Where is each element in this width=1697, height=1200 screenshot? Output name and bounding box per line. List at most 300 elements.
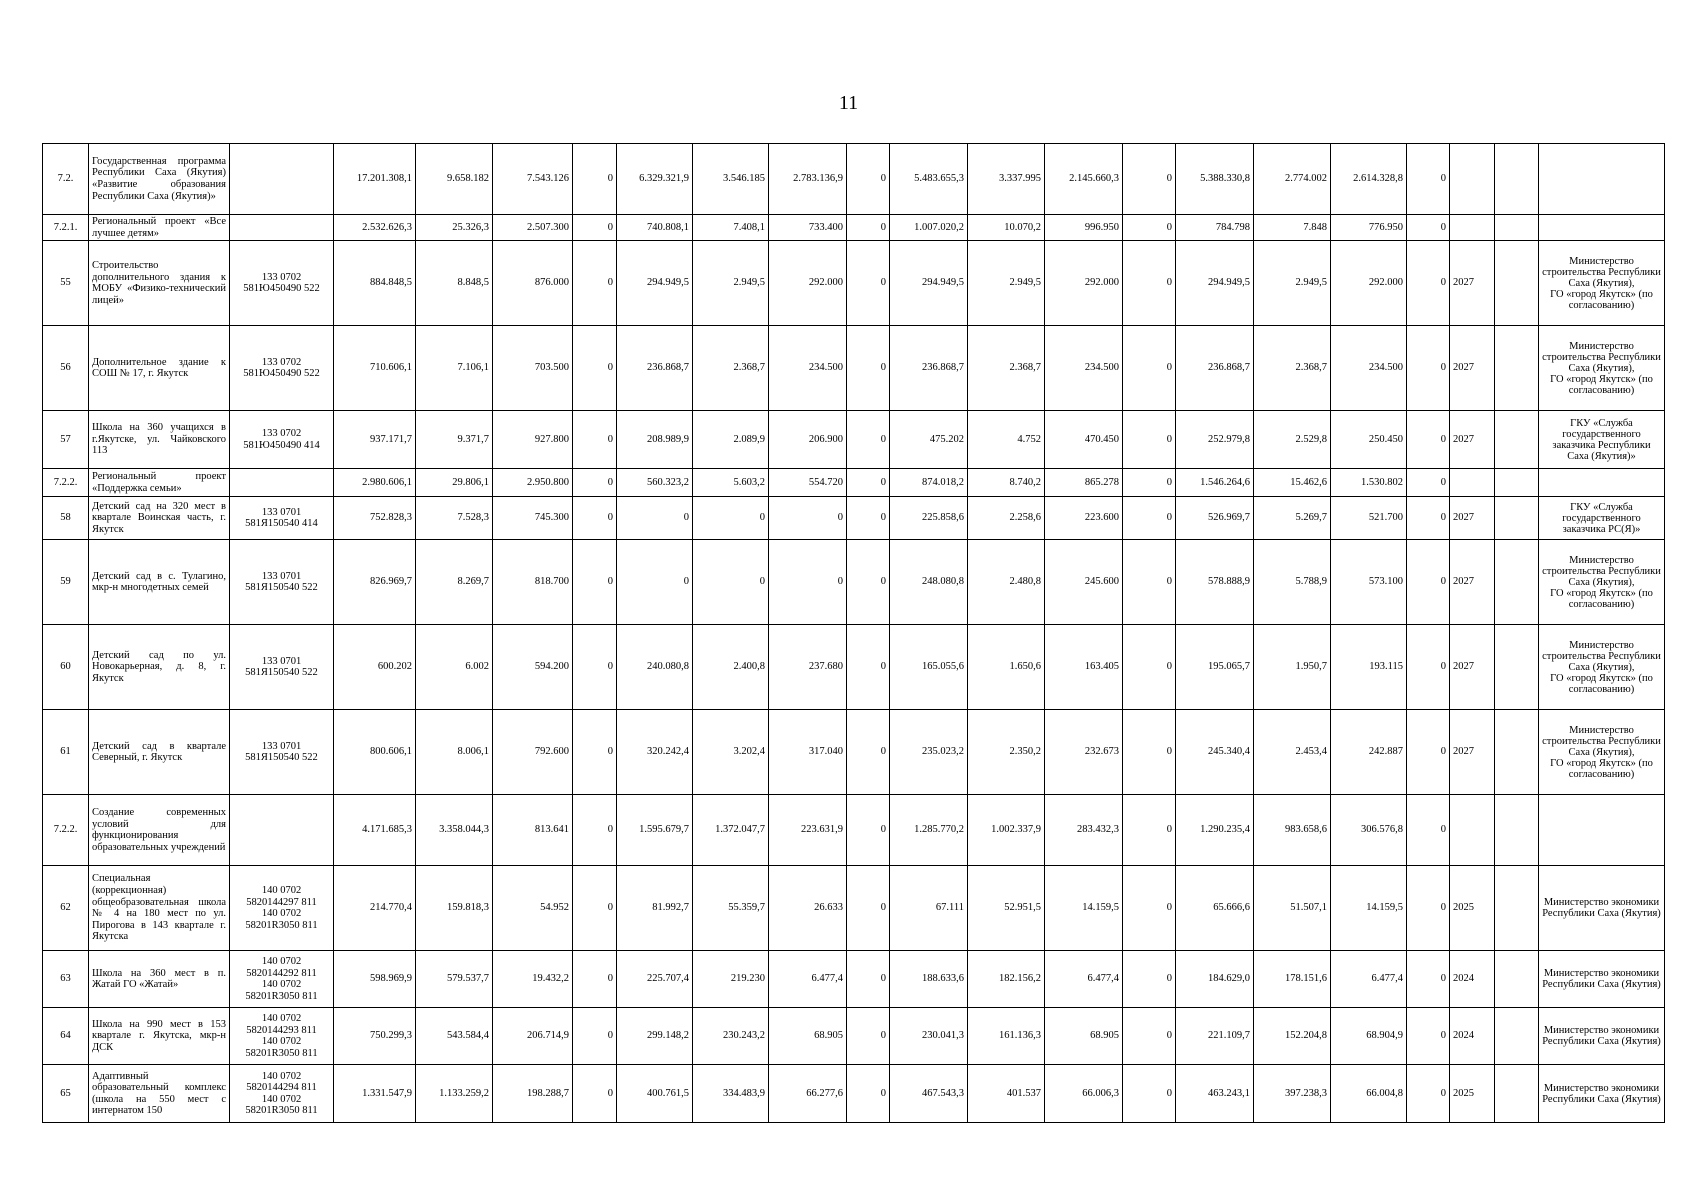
amount-cell: 206.714,9 (493, 1008, 573, 1065)
amount-cell: 0 (1123, 241, 1176, 326)
amount-cell: 2.350,2 (968, 710, 1045, 795)
extra-cell (1495, 1008, 1539, 1065)
year-cell: 2025 (1450, 1065, 1495, 1123)
amount-cell: 0 (1123, 326, 1176, 411)
item-name-cell: Региональный проект «Поддержка семьи» (89, 469, 230, 497)
amount-cell: 334.483,9 (693, 1065, 769, 1123)
year-cell (1450, 795, 1495, 866)
amount-cell: 475.202 (890, 411, 968, 469)
amount-cell: 0 (769, 540, 847, 625)
amount-cell: 0 (573, 1065, 617, 1123)
responsible-cell (1539, 215, 1665, 241)
year-cell (1450, 144, 1495, 215)
amount-cell: 2.368,7 (968, 326, 1045, 411)
amount-cell: 237.680 (769, 625, 847, 710)
amount-cell: 14.159,5 (1331, 866, 1407, 951)
amount-cell: 195.065,7 (1176, 625, 1254, 710)
amount-cell: 0 (573, 144, 617, 215)
amount-cell: 543.584,4 (416, 1008, 493, 1065)
responsible-cell: Министерство строительства Республики Саха (Якутия), ГО «город Якутск» (по согласованию) (1539, 710, 1665, 795)
amount-cell: 223.631,9 (769, 795, 847, 866)
row-number-cell: 57 (43, 411, 89, 469)
amount-cell: 306.576,8 (1331, 795, 1407, 866)
amount-cell: 0 (1123, 497, 1176, 540)
amount-cell: 6.002 (416, 625, 493, 710)
amount-cell: 248.080,8 (890, 540, 968, 625)
amount-cell: 0 (1123, 625, 1176, 710)
amount-cell: 68.905 (769, 1008, 847, 1065)
budget-code-cell: 140 0702 5820144292 811 140 0702 58201R3050 811 (230, 951, 334, 1008)
amount-cell: 245.600 (1045, 540, 1123, 625)
amount-cell: 7.848 (1254, 215, 1331, 241)
amount-cell: 0 (847, 241, 890, 326)
extra-cell (1495, 540, 1539, 625)
amount-cell: 2.480,8 (968, 540, 1045, 625)
extra-cell (1495, 866, 1539, 951)
amount-cell: 0 (847, 144, 890, 215)
responsible-cell: Министерство строительства Республики Саха (Якутия), ГО «город Якутск» (по согласованию) (1539, 326, 1665, 411)
table-row (43, 411, 1665, 469)
amount-cell: 7.106,1 (416, 326, 493, 411)
amount-cell: 5.603,2 (693, 469, 769, 497)
amount-cell: 67.111 (890, 866, 968, 951)
amount-cell: 784.798 (1176, 215, 1254, 241)
amount-cell: 0 (769, 497, 847, 540)
amount-cell: 1.290.235,4 (1176, 795, 1254, 866)
amount-cell: 0 (1123, 951, 1176, 1008)
amount-cell: 0 (617, 540, 693, 625)
amount-cell: 234.500 (769, 326, 847, 411)
amount-cell: 188.633,6 (890, 951, 968, 1008)
budget-code-cell: 133 0702 581Ю450490 414 (230, 411, 334, 469)
item-name-cell: Детский сад в с. Тулагино, мкр-н многодетных семей (89, 540, 230, 625)
year-cell: 2027 (1450, 710, 1495, 795)
amount-cell: 68.905 (1045, 1008, 1123, 1065)
amount-cell: 2.089,9 (693, 411, 769, 469)
amount-cell: 2.774.002 (1254, 144, 1331, 215)
amount-cell: 65.666,6 (1176, 866, 1254, 951)
amount-cell: 1.007.020,2 (890, 215, 968, 241)
amount-cell: 1.002.337,9 (968, 795, 1045, 866)
amount-cell: 0 (693, 497, 769, 540)
amount-cell: 299.148,2 (617, 1008, 693, 1065)
table-row (43, 469, 1665, 497)
amount-cell: 0 (573, 326, 617, 411)
item-name-cell: Строительство дополнительного здания к МОБУ «Физико-технический лицей» (89, 241, 230, 326)
amount-cell: 0 (617, 497, 693, 540)
amount-cell: 0 (1407, 411, 1450, 469)
amount-cell: 1.133.259,2 (416, 1065, 493, 1123)
amount-cell: 66.006,3 (1045, 1065, 1123, 1123)
amount-cell: 0 (573, 540, 617, 625)
amount-cell: 6.329.321,9 (617, 144, 693, 215)
amount-cell: 294.949,5 (890, 241, 968, 326)
responsible-cell: ГКУ «Служба государственного заказчика Республики Саха (Якутия)» (1539, 411, 1665, 469)
extra-cell (1495, 710, 1539, 795)
amount-cell: 2.368,7 (693, 326, 769, 411)
budget-code-cell (230, 469, 334, 497)
page-number: 11 (838, 92, 859, 114)
amount-cell: 7.408,1 (693, 215, 769, 241)
amount-cell: 0 (847, 326, 890, 411)
amount-cell: 0 (1407, 326, 1450, 411)
amount-cell: 214.770,4 (334, 866, 416, 951)
amount-cell: 813.641 (493, 795, 573, 866)
amount-cell: 283.432,3 (1045, 795, 1123, 866)
budget-code-cell: 140 0702 5820144297 811 140 0702 58201R3050 811 (230, 866, 334, 951)
table-row (43, 215, 1665, 241)
year-cell: 2027 (1450, 625, 1495, 710)
amount-cell: 320.242,4 (617, 710, 693, 795)
year-cell: 2024 (1450, 951, 1495, 1008)
table-row (43, 951, 1665, 1008)
item-name-cell: Школа на 360 мест в п. Жатай ГО «Жатай» (89, 951, 230, 1008)
amount-cell: 0 (847, 411, 890, 469)
amount-cell: 6.477,4 (769, 951, 847, 1008)
amount-cell: 0 (1123, 540, 1176, 625)
amount-cell: 8.269,7 (416, 540, 493, 625)
amount-cell: 0 (573, 795, 617, 866)
amount-cell: 252.979,8 (1176, 411, 1254, 469)
extra-cell (1495, 469, 1539, 497)
amount-cell: 219.230 (693, 951, 769, 1008)
amount-cell: 14.159,5 (1045, 866, 1123, 951)
amount-cell: 250.450 (1331, 411, 1407, 469)
responsible-cell: Министерство экономики Республики Саха (Якутия) (1539, 866, 1665, 951)
table-row (43, 326, 1665, 411)
amount-cell: 554.720 (769, 469, 847, 497)
budget-code-cell (230, 144, 334, 215)
amount-cell: 0 (1407, 241, 1450, 326)
responsible-cell (1539, 144, 1665, 215)
amount-cell: 2.453,4 (1254, 710, 1331, 795)
amount-cell: 5.388.330,8 (1176, 144, 1254, 215)
amount-cell: 573.100 (1331, 540, 1407, 625)
amount-cell: 159.818,3 (416, 866, 493, 951)
amount-cell: 1.331.547,9 (334, 1065, 416, 1123)
amount-cell: 230.243,2 (693, 1008, 769, 1065)
row-number-cell: 62 (43, 866, 89, 951)
amount-cell: 26.633 (769, 866, 847, 951)
responsible-cell: Министерство экономики Республики Саха (Якутия) (1539, 1065, 1665, 1123)
amount-cell: 740.808,1 (617, 215, 693, 241)
budget-code-cell (230, 215, 334, 241)
amount-cell: 2.507.300 (493, 215, 573, 241)
budget-code-cell: 133 0701 581Я150540 414 (230, 497, 334, 540)
extra-cell (1495, 951, 1539, 1008)
amount-cell: 52.951,5 (968, 866, 1045, 951)
amount-cell: 292.000 (1045, 241, 1123, 326)
amount-cell: 9.371,7 (416, 411, 493, 469)
amount-cell: 292.000 (769, 241, 847, 326)
year-cell: 2027 (1450, 540, 1495, 625)
amount-cell: 927.800 (493, 411, 573, 469)
amount-cell: 792.600 (493, 710, 573, 795)
amount-cell: 0 (1123, 795, 1176, 866)
amount-cell: 0 (1407, 625, 1450, 710)
amount-cell: 0 (1123, 411, 1176, 469)
amount-cell: 242.887 (1331, 710, 1407, 795)
amount-cell: 521.700 (1331, 497, 1407, 540)
amount-cell: 0 (847, 497, 890, 540)
row-number-cell: 61 (43, 710, 89, 795)
amount-cell: 0 (573, 951, 617, 1008)
amount-cell: 0 (1123, 1065, 1176, 1123)
amount-cell: 826.969,7 (334, 540, 416, 625)
amount-cell: 2.614.328,8 (1331, 144, 1407, 215)
item-name-cell: Специальная (коррекционная) общеобразовательная школа № 4 на 180 мест по ул. Пирогова в 143 квартале г. Якутска (89, 866, 230, 951)
table-row (43, 1065, 1665, 1123)
amount-cell: 0 (847, 866, 890, 951)
amount-cell: 578.888,9 (1176, 540, 1254, 625)
amount-cell: 983.658,6 (1254, 795, 1331, 866)
extra-cell (1495, 326, 1539, 411)
amount-cell: 0 (1407, 540, 1450, 625)
amount-cell: 1.530.802 (1331, 469, 1407, 497)
amount-cell: 3.337.995 (968, 144, 1045, 215)
amount-cell: 2.532.626,3 (334, 215, 416, 241)
table-row (43, 710, 1665, 795)
amount-cell: 25.326,3 (416, 215, 493, 241)
budget-code-cell: 133 0701 581Я150540 522 (230, 710, 334, 795)
amount-cell: 876.000 (493, 241, 573, 326)
amount-cell: 598.969,9 (334, 951, 416, 1008)
amount-cell: 0 (1407, 710, 1450, 795)
item-name-cell: Региональный проект «Все лучшее детям» (89, 215, 230, 241)
amount-cell: 184.629,0 (1176, 951, 1254, 1008)
amount-cell: 0 (847, 215, 890, 241)
item-name-cell: Создание современных условий для функционирования образовательных учреждений (89, 795, 230, 866)
responsible-cell: Министерство строительства Республики Саха (Якутия), ГО «город Якутск» (по согласованию) (1539, 540, 1665, 625)
responsible-cell (1539, 469, 1665, 497)
amount-cell: 600.202 (334, 625, 416, 710)
amount-cell: 9.658.182 (416, 144, 493, 215)
amount-cell: 6.477,4 (1331, 951, 1407, 1008)
amount-cell: 1.950,7 (1254, 625, 1331, 710)
amount-cell: 54.952 (493, 866, 573, 951)
amount-cell: 0 (847, 710, 890, 795)
extra-cell (1495, 144, 1539, 215)
amount-cell: 221.109,7 (1176, 1008, 1254, 1065)
amount-cell: 0 (1407, 469, 1450, 497)
extra-cell (1495, 241, 1539, 326)
responsible-cell: Министерство экономики Республики Саха (Якутия) (1539, 951, 1665, 1008)
amount-cell: 470.450 (1045, 411, 1123, 469)
amount-cell: 560.323,2 (617, 469, 693, 497)
table-row (43, 497, 1665, 540)
amount-cell: 182.156,2 (968, 951, 1045, 1008)
amount-cell: 225.858,6 (890, 497, 968, 540)
responsible-cell (1539, 795, 1665, 866)
budget-code-cell: 133 0701 581Я150540 522 (230, 540, 334, 625)
year-cell: 2027 (1450, 241, 1495, 326)
amount-cell: 996.950 (1045, 215, 1123, 241)
year-cell (1450, 215, 1495, 241)
amount-cell: 0 (693, 540, 769, 625)
year-cell: 2027 (1450, 411, 1495, 469)
amount-cell: 733.400 (769, 215, 847, 241)
amount-cell: 0 (847, 795, 890, 866)
amount-cell: 0 (573, 866, 617, 951)
amount-cell: 4.171.685,3 (334, 795, 416, 866)
amount-cell: 1.650,6 (968, 625, 1045, 710)
amount-cell: 0 (573, 411, 617, 469)
amount-cell: 750.299,3 (334, 1008, 416, 1065)
responsible-cell: Министерство строительства Республики Саха (Якутия), ГО «город Якутск» (по согласованию) (1539, 241, 1665, 326)
budget-code-cell: 133 0701 581Я150540 522 (230, 625, 334, 710)
table-row (43, 625, 1665, 710)
amount-cell: 865.278 (1045, 469, 1123, 497)
amount-cell: 3.546.185 (693, 144, 769, 215)
amount-cell: 2.400,8 (693, 625, 769, 710)
amount-cell: 161.136,3 (968, 1008, 1045, 1065)
table-row (43, 144, 1665, 215)
budget-code-cell: 133 0702 581Ю450490 522 (230, 326, 334, 411)
responsible-cell: Министерство строительства Республики Саха (Якутия), ГО «город Якутск» (по согласованию) (1539, 625, 1665, 710)
item-name-cell: Школа на 990 мест в 153 квартале г. Якутска, мкр-н ДСК (89, 1008, 230, 1065)
amount-cell: 2.529,8 (1254, 411, 1331, 469)
row-number-cell: 60 (43, 625, 89, 710)
year-cell: 2024 (1450, 1008, 1495, 1065)
amount-cell: 245.340,4 (1176, 710, 1254, 795)
amount-cell: 776.950 (1331, 215, 1407, 241)
amount-cell: 0 (1407, 215, 1450, 241)
budget-table (42, 143, 1665, 1123)
extra-cell (1495, 497, 1539, 540)
amount-cell: 317.040 (769, 710, 847, 795)
amount-cell: 0 (1407, 144, 1450, 215)
amount-cell: 68.904,9 (1331, 1008, 1407, 1065)
amount-cell: 294.949,5 (1176, 241, 1254, 326)
amount-cell: 2.368,7 (1254, 326, 1331, 411)
amount-cell: 526.969,7 (1176, 497, 1254, 540)
amount-cell: 0 (1407, 1008, 1450, 1065)
amount-cell: 818.700 (493, 540, 573, 625)
amount-cell: 401.537 (968, 1065, 1045, 1123)
table-row (43, 540, 1665, 625)
amount-cell: 594.200 (493, 625, 573, 710)
amount-cell: 223.600 (1045, 497, 1123, 540)
amount-cell: 234.500 (1331, 326, 1407, 411)
amount-cell: 0 (1407, 497, 1450, 540)
table-row (43, 866, 1665, 951)
budget-code-cell: 133 0702 581Ю450490 522 (230, 241, 334, 326)
row-number-cell: 7.2. (43, 144, 89, 215)
amount-cell: 1.372.047,7 (693, 795, 769, 866)
amount-cell: 5.269,7 (1254, 497, 1331, 540)
row-number-cell: 58 (43, 497, 89, 540)
item-name-cell: Детский сад в квартале Северный, г. Якутск (89, 710, 230, 795)
amount-cell: 55.359,7 (693, 866, 769, 951)
amount-cell: 66.004,8 (1331, 1065, 1407, 1123)
amount-cell: 0 (1123, 866, 1176, 951)
amount-cell: 579.537,7 (416, 951, 493, 1008)
item-name-cell: Дополнительное здание к СОШ № 17, г. Якутск (89, 326, 230, 411)
amount-cell: 2.950.800 (493, 469, 573, 497)
table-row (43, 795, 1665, 866)
amount-cell: 710.606,1 (334, 326, 416, 411)
amount-cell: 0 (847, 1008, 890, 1065)
amount-cell: 874.018,2 (890, 469, 968, 497)
amount-cell: 2.258,6 (968, 497, 1045, 540)
amount-cell: 397.238,3 (1254, 1065, 1331, 1123)
amount-cell: 240.080,8 (617, 625, 693, 710)
amount-cell: 236.868,7 (617, 326, 693, 411)
amount-cell: 1.285.770,2 (890, 795, 968, 866)
amount-cell: 0 (847, 469, 890, 497)
amount-cell: 152.204,8 (1254, 1008, 1331, 1065)
extra-cell (1495, 795, 1539, 866)
responsible-cell: Министерство экономики Республики Саха (Якутия) (1539, 1008, 1665, 1065)
amount-cell: 3.358.044,3 (416, 795, 493, 866)
amount-cell: 745.300 (493, 497, 573, 540)
amount-cell: 0 (1407, 951, 1450, 1008)
amount-cell: 66.277,6 (769, 1065, 847, 1123)
amount-cell: 5.788,9 (1254, 540, 1331, 625)
responsible-cell: ГКУ «Служба государственного заказчика РС(Я)» (1539, 497, 1665, 540)
amount-cell: 234.500 (1045, 326, 1123, 411)
row-number-cell: 59 (43, 540, 89, 625)
amount-cell: 2.949,5 (968, 241, 1045, 326)
amount-cell: 7.528,3 (416, 497, 493, 540)
amount-cell: 800.606,1 (334, 710, 416, 795)
year-cell: 2027 (1450, 497, 1495, 540)
amount-cell: 8.740,2 (968, 469, 1045, 497)
amount-cell: 3.202,4 (693, 710, 769, 795)
table-row (43, 1008, 1665, 1065)
amount-cell: 178.151,6 (1254, 951, 1331, 1008)
amount-cell: 0 (573, 1008, 617, 1065)
amount-cell: 236.868,7 (890, 326, 968, 411)
year-cell: 2025 (1450, 866, 1495, 951)
amount-cell: 467.543,3 (890, 1065, 968, 1123)
budget-code-cell (230, 795, 334, 866)
row-number-cell: 7.2.2. (43, 795, 89, 866)
amount-cell: 208.989,9 (617, 411, 693, 469)
row-number-cell: 56 (43, 326, 89, 411)
extra-cell (1495, 1065, 1539, 1123)
amount-cell: 10.070,2 (968, 215, 1045, 241)
amount-cell: 0 (1123, 1008, 1176, 1065)
amount-cell: 2.980.606,1 (334, 469, 416, 497)
amount-cell: 2.783.136,9 (769, 144, 847, 215)
amount-cell: 6.477,4 (1045, 951, 1123, 1008)
amount-cell: 17.201.308,1 (334, 144, 416, 215)
year-cell: 2027 (1450, 326, 1495, 411)
amount-cell: 0 (1407, 1065, 1450, 1123)
amount-cell: 0 (847, 951, 890, 1008)
item-name-cell: Государственная программа Республики Саха (Якутия) «Развитие образования Республики Саха (Якутия)» (89, 144, 230, 215)
row-number-cell: 55 (43, 241, 89, 326)
extra-cell (1495, 411, 1539, 469)
amount-cell: 0 (573, 241, 617, 326)
amount-cell: 19.432,2 (493, 951, 573, 1008)
amount-cell: 294.949,5 (617, 241, 693, 326)
amount-cell: 0 (847, 540, 890, 625)
budget-code-cell: 140 0702 5820144294 811 140 0702 58201R3050 811 (230, 1065, 334, 1123)
amount-cell: 463.243,1 (1176, 1065, 1254, 1123)
table-row (43, 241, 1665, 326)
amount-cell: 8.006,1 (416, 710, 493, 795)
amount-cell: 51.507,1 (1254, 866, 1331, 951)
amount-cell: 752.828,3 (334, 497, 416, 540)
amount-cell: 0 (573, 625, 617, 710)
amount-cell: 8.848,5 (416, 241, 493, 326)
amount-cell: 163.405 (1045, 625, 1123, 710)
amount-cell: 193.115 (1331, 625, 1407, 710)
amount-cell: 292.000 (1331, 241, 1407, 326)
amount-cell: 0 (573, 710, 617, 795)
